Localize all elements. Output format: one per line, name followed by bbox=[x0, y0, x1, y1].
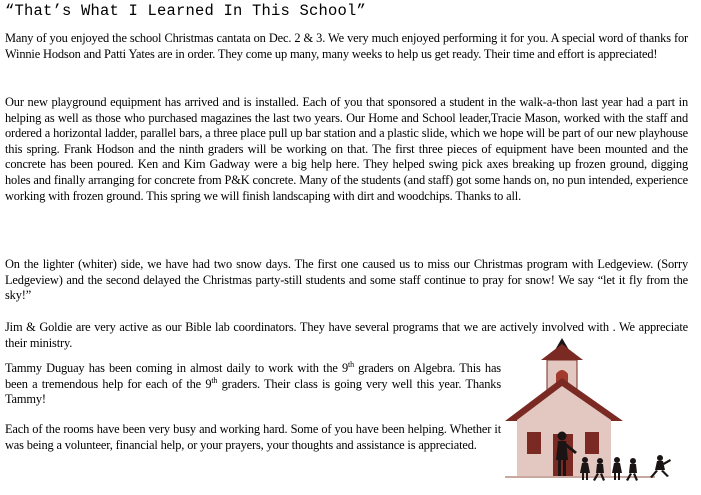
schoolhouse-icon bbox=[505, 336, 701, 494]
tower-roof bbox=[541, 344, 583, 360]
paragraph-tammy bbox=[5, 361, 501, 408]
window-icon bbox=[527, 432, 541, 454]
paragraph-bible-lab: Jim & Goldie are very active as our Bible lab coordinators. They have several programs that we are actively involved with . We appreciate their ministry. bbox=[5, 320, 688, 350]
page-title: “That’s What I Learned In This School” bbox=[5, 2, 367, 20]
tammy-text-1: Tammy Duguay has been coming in almost daily to work with the 9 bbox=[5, 361, 348, 375]
ordinal-suffix: th bbox=[348, 360, 354, 369]
tammy-text-3: graders. Their class is going very well this year. Thanks Tammy! bbox=[5, 376, 501, 407]
ground-line bbox=[505, 476, 655, 478]
tammy-text-2: graders on Algebra. This has been a tremendous help for each of the 9 bbox=[5, 361, 501, 391]
window-icon bbox=[585, 432, 599, 454]
paragraph-rooms: Each of the rooms have been very busy and working hard. Some of you have been helping. Whether it was being a volunteer, financial help, or your prayers, your thoughts and assistance is appreciated. bbox=[5, 422, 501, 452]
ordinal-suffix: th bbox=[211, 375, 218, 385]
paragraph-snow-days: On the lighter (whiter) side, we have had two snow days. The first one caused us to miss our Christmas program with Ledgeview. (Sorry Ledgeview) and the second delayed the Christmas party-still students and some staff continue to pray for snow! We say “let it fly from the sky!” bbox=[5, 257, 688, 303]
paragraph-cantata: Many of you enjoyed the school Christmas cantata on Dec. 2 & 3. We very much enjoyed performing it for you. A special word of thanks for Winnie Hodson and Patti Yates are in order. They come up many, many weeks to help us get ready. Their time and effort is appreciated! bbox=[5, 31, 688, 61]
paragraph-playground: Our new playground equipment has arrived and is installed. Each of you that sponsored a student in the walk-a-thon last year had a part in helping as well as those who purchased magazines the last two years. Our Home and School leader,Tracie Mason, worked with the staff and ordered a horizontal ladder, parallel bars, a three place pull up bar station and a plastic slide, which we hope will be part of our new playhouse this spring. Frank Hodson and the ninth graders will be working on that. The first three pieces of equipment have been mounted and the concrete has been poured. Ken and Kim Gadway were a big help here. They helped swing pick axes breaking up frozen ground, digging holes and finally arranging for concrete from P&K concrete. Many of the students (and staff) got some hands on, no pun intended, experience working with frozen ground. This spring we will finish landscaping with dirt and woodchips. Thanks to all. bbox=[5, 95, 688, 203]
